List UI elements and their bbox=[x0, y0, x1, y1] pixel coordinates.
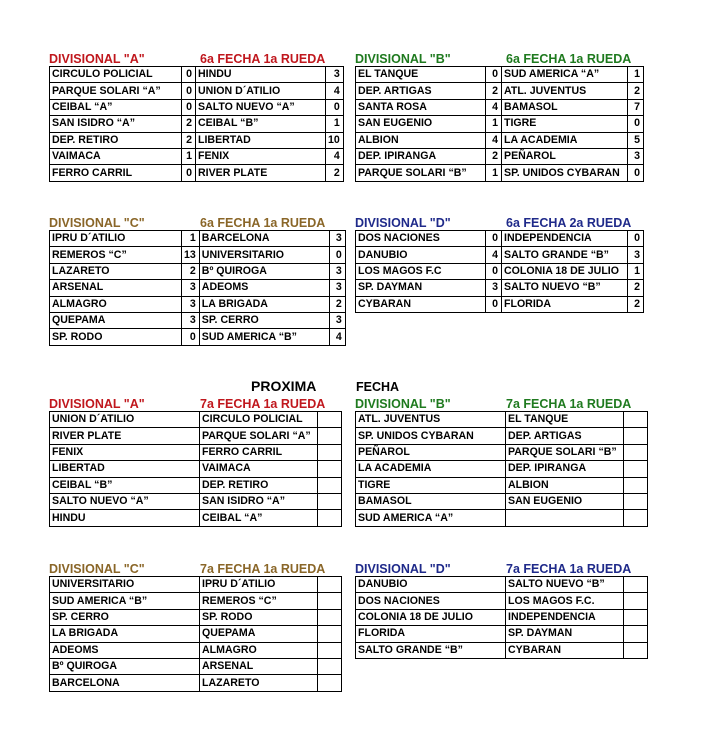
home-score: 0 bbox=[486, 263, 502, 279]
division-title: DIVISIONAL "D" bbox=[355, 562, 451, 576]
home-team: UNION D´ATILIO bbox=[50, 412, 200, 428]
table-row bbox=[50, 428, 342, 444]
table-row bbox=[50, 477, 342, 493]
table-row bbox=[50, 148, 344, 164]
home-team: CYBARAN bbox=[356, 296, 486, 312]
away-score: 7 bbox=[628, 99, 644, 115]
empty-cell bbox=[624, 626, 648, 642]
home-team: LA ACADEMIA bbox=[356, 461, 506, 477]
home-team: CEIBAL “B” bbox=[50, 477, 200, 493]
home-team: DEP. IPIRANGA bbox=[356, 148, 486, 164]
away-team: SALTO NUEVO “B” bbox=[506, 577, 624, 593]
home-team: DOS NACIONES bbox=[356, 231, 486, 247]
home-team: SUD AMERICA “A” bbox=[356, 510, 506, 526]
division-title: DIVISIONAL "C" bbox=[49, 216, 145, 230]
away-team: COLONIA 18 DE JULIO bbox=[502, 263, 628, 279]
away-team: ARSENAL bbox=[200, 658, 318, 674]
home-team: DEP. ARTIGAS bbox=[356, 83, 486, 99]
away-team bbox=[506, 510, 624, 526]
home-team: FENIX bbox=[50, 444, 200, 460]
home-team: CIRCULO POLICIAL bbox=[50, 67, 182, 83]
away-score: 0 bbox=[628, 116, 644, 132]
table-row bbox=[356, 593, 648, 609]
home-team: SAN EUGENIO bbox=[356, 116, 486, 132]
home-score: 0 bbox=[182, 99, 196, 115]
empty-cell bbox=[624, 510, 648, 526]
away-score: 0 bbox=[628, 165, 644, 181]
home-score: 1 bbox=[486, 116, 502, 132]
home-team: ALMAGRO bbox=[50, 296, 182, 312]
home-team: SALTO GRANDE “B” bbox=[356, 642, 506, 658]
home-score: 3 bbox=[182, 312, 200, 328]
home-team: BARCELONA bbox=[50, 675, 200, 691]
empty-cell bbox=[624, 493, 648, 509]
table-row bbox=[50, 296, 346, 312]
away-team: LA BRIGADA bbox=[199, 296, 329, 312]
table-row bbox=[50, 510, 342, 526]
away-team: FENIX bbox=[196, 148, 326, 164]
empty-cell bbox=[624, 577, 648, 593]
empty-cell bbox=[318, 577, 342, 593]
results-table bbox=[355, 66, 644, 182]
home-score: 13 bbox=[182, 247, 200, 263]
table-row bbox=[50, 329, 346, 345]
away-team: RIVER PLATE bbox=[196, 165, 326, 181]
away-score: 1 bbox=[628, 263, 644, 279]
home-team: CEIBAL “A” bbox=[50, 99, 182, 115]
table-row bbox=[356, 626, 648, 642]
home-score: 4 bbox=[486, 247, 502, 263]
empty-cell bbox=[318, 461, 342, 477]
results-table bbox=[355, 230, 644, 313]
away-team: INDEPENDENCIA bbox=[502, 231, 628, 247]
table-row bbox=[50, 132, 344, 148]
home-team: LA BRIGADA bbox=[50, 626, 200, 642]
home-team: DANUBIO bbox=[356, 577, 506, 593]
away-team: FLORIDA bbox=[502, 296, 628, 312]
away-team: TIGRE bbox=[502, 116, 628, 132]
home-team: QUEPAMA bbox=[50, 312, 182, 328]
fecha-title: 7a FECHA 1a RUEDA bbox=[200, 562, 326, 576]
table-row bbox=[50, 658, 342, 674]
away-score: 0 bbox=[329, 247, 345, 263]
table-row bbox=[356, 263, 644, 279]
home-team: UNIVERSITARIO bbox=[50, 577, 200, 593]
fecha-title: 7a FECHA 1a RUEDA bbox=[506, 397, 632, 411]
empty-cell bbox=[624, 461, 648, 477]
table-row bbox=[356, 493, 648, 509]
table-row bbox=[50, 312, 346, 328]
away-team: SAN EUGENIO bbox=[506, 493, 624, 509]
empty-cell bbox=[624, 428, 648, 444]
home-team: SAN ISIDRO “A” bbox=[50, 116, 182, 132]
division-title: DIVISIONAL "A" bbox=[49, 397, 145, 411]
away-team: SALTO NUEVO “B” bbox=[502, 280, 628, 296]
home-score: 0 bbox=[486, 231, 502, 247]
home-team: ADEOMS bbox=[50, 642, 200, 658]
away-team: SALTO GRANDE “B” bbox=[502, 247, 628, 263]
away-score: 3 bbox=[329, 231, 345, 247]
away-team: UNIVERSITARIO bbox=[199, 247, 329, 263]
home-team: SP. CERRO bbox=[50, 609, 200, 625]
table-row bbox=[356, 99, 644, 115]
home-team: VAIMACA bbox=[50, 148, 182, 164]
empty-cell bbox=[624, 444, 648, 460]
table-row bbox=[50, 412, 342, 428]
home-score: 0 bbox=[182, 67, 196, 83]
home-team: EL TANQUE bbox=[356, 67, 486, 83]
away-team: ALBION bbox=[506, 477, 624, 493]
home-score: 2 bbox=[182, 116, 196, 132]
table-row bbox=[356, 609, 648, 625]
away-score: 0 bbox=[628, 231, 644, 247]
empty-cell bbox=[318, 609, 342, 625]
home-score: 0 bbox=[486, 296, 502, 312]
away-score: 2 bbox=[329, 296, 345, 312]
table-row bbox=[50, 165, 344, 181]
away-team: SAN ISIDRO “A” bbox=[200, 493, 318, 509]
table-row bbox=[356, 642, 648, 658]
away-team: CYBARAN bbox=[506, 642, 624, 658]
away-team: Bº QUIROGA bbox=[199, 263, 329, 279]
away-team: LA ACADEMIA bbox=[502, 132, 628, 148]
home-team: REMEROS “C” bbox=[50, 247, 182, 263]
home-team: SALTO NUEVO “A” bbox=[50, 493, 200, 509]
away-team: INDEPENDENCIA bbox=[506, 609, 624, 625]
away-team: ATL. JUVENTUS bbox=[502, 83, 628, 99]
home-team: HINDU bbox=[50, 510, 200, 526]
home-team: COLONIA 18 DE JULIO bbox=[356, 609, 506, 625]
table-row bbox=[50, 67, 344, 83]
division-title: DIVISIONAL "D" bbox=[355, 216, 451, 230]
fecha-title: 6a FECHA 1a RUEDA bbox=[506, 52, 632, 66]
away-team: BARCELONA bbox=[199, 231, 329, 247]
home-team: IPRU D´ATILIO bbox=[50, 231, 182, 247]
empty-cell bbox=[624, 593, 648, 609]
empty-cell bbox=[318, 593, 342, 609]
table-row bbox=[50, 83, 344, 99]
empty-cell bbox=[624, 412, 648, 428]
table-row bbox=[356, 67, 644, 83]
division-title: DIVISIONAL "B" bbox=[355, 52, 451, 66]
home-team: DOS NACIONES bbox=[356, 593, 506, 609]
table-row bbox=[50, 626, 342, 642]
home-team: SP. UNIDOS CYBARAN bbox=[356, 428, 506, 444]
table-row bbox=[50, 642, 342, 658]
results-table bbox=[49, 230, 346, 346]
home-score: 1 bbox=[182, 231, 200, 247]
away-score: 2 bbox=[628, 83, 644, 99]
away-score: 2 bbox=[326, 165, 344, 181]
away-team: CEIBAL “B” bbox=[196, 116, 326, 132]
results-table bbox=[49, 66, 344, 182]
table-row bbox=[50, 263, 346, 279]
away-score: 3 bbox=[628, 247, 644, 263]
away-score: 10 bbox=[326, 132, 344, 148]
away-score: 3 bbox=[329, 280, 345, 296]
empty-cell bbox=[318, 444, 342, 460]
table-row bbox=[50, 577, 342, 593]
away-score: 1 bbox=[326, 116, 344, 132]
away-team: SP. CERRO bbox=[199, 312, 329, 328]
away-team: SUD AMERICA “B” bbox=[199, 329, 329, 345]
home-team: FLORIDA bbox=[356, 626, 506, 642]
home-score: 2 bbox=[182, 263, 200, 279]
away-team: SP. DAYMAN bbox=[506, 626, 624, 642]
table-row bbox=[356, 132, 644, 148]
away-team: LOS MAGOS F.C. bbox=[506, 593, 624, 609]
home-score: 3 bbox=[182, 296, 200, 312]
empty-cell bbox=[318, 642, 342, 658]
away-score: 3 bbox=[329, 312, 345, 328]
empty-cell bbox=[624, 642, 648, 658]
table-row bbox=[50, 231, 346, 247]
away-team: VAIMACA bbox=[200, 461, 318, 477]
away-team: DEP. RETIRO bbox=[200, 477, 318, 493]
fecha-title: 6a FECHA 1a RUEDA bbox=[200, 52, 326, 66]
table-row bbox=[356, 577, 648, 593]
home-team: PARQUE SOLARI “B” bbox=[356, 165, 486, 181]
table-row bbox=[356, 296, 644, 312]
away-team: SP. RODO bbox=[200, 609, 318, 625]
division-title: DIVISIONAL "B" bbox=[355, 397, 451, 411]
home-team: FERRO CARRIL bbox=[50, 165, 182, 181]
away-team: SUD AMERICA “A” bbox=[502, 67, 628, 83]
table-row bbox=[50, 593, 342, 609]
table-row bbox=[50, 280, 346, 296]
empty-cell bbox=[318, 493, 342, 509]
next-title-right: FECHA bbox=[356, 380, 400, 394]
home-team: PARQUE SOLARI “A” bbox=[50, 83, 182, 99]
table-row bbox=[356, 444, 648, 460]
home-team: Bº QUIROGA bbox=[50, 658, 200, 674]
home-team: ATL. JUVENTUS bbox=[356, 412, 506, 428]
empty-cell bbox=[624, 477, 648, 493]
fixtures-table bbox=[355, 411, 648, 527]
home-score: 2 bbox=[486, 148, 502, 164]
home-score: 0 bbox=[182, 165, 196, 181]
away-team: DEP. ARTIGAS bbox=[506, 428, 624, 444]
away-score: 3 bbox=[329, 263, 345, 279]
home-team: ARSENAL bbox=[50, 280, 182, 296]
next-title-left: PROXIMA bbox=[251, 378, 317, 394]
empty-cell bbox=[624, 609, 648, 625]
table-row bbox=[50, 609, 342, 625]
away-score: 2 bbox=[628, 280, 644, 296]
home-team: DANUBIO bbox=[356, 247, 486, 263]
fecha-title: 6a FECHA 1a RUEDA bbox=[200, 216, 326, 230]
home-score: 1 bbox=[182, 148, 196, 164]
away-score: 5 bbox=[628, 132, 644, 148]
home-team: LIBERTAD bbox=[50, 461, 200, 477]
home-score: 1 bbox=[486, 165, 502, 181]
table-row bbox=[50, 461, 342, 477]
away-team: HINDU bbox=[196, 67, 326, 83]
home-score: 4 bbox=[486, 132, 502, 148]
home-team: LAZARETO bbox=[50, 263, 182, 279]
away-team: IPRU D´ATILIO bbox=[200, 577, 318, 593]
home-team: PEÑAROL bbox=[356, 444, 506, 460]
fecha-title: 7a FECHA 1a RUEDA bbox=[200, 397, 326, 411]
away-team: CIRCULO POLICIAL bbox=[200, 412, 318, 428]
table-row bbox=[50, 444, 342, 460]
home-score: 3 bbox=[486, 280, 502, 296]
empty-cell bbox=[318, 626, 342, 642]
away-team: ADEOMS bbox=[199, 280, 329, 296]
away-team: CEIBAL “A” bbox=[200, 510, 318, 526]
table-row bbox=[50, 675, 342, 691]
home-score: 2 bbox=[182, 132, 196, 148]
away-team: BAMASOL bbox=[502, 99, 628, 115]
division-title: DIVISIONAL "C" bbox=[49, 562, 145, 576]
away-score: 1 bbox=[628, 67, 644, 83]
table-row bbox=[356, 280, 644, 296]
home-team: SANTA ROSA bbox=[356, 99, 486, 115]
empty-cell bbox=[318, 510, 342, 526]
table-row bbox=[356, 83, 644, 99]
away-score: 4 bbox=[329, 329, 345, 345]
fecha-title: 6a FECHA 2a RUEDA bbox=[506, 216, 632, 230]
table-row bbox=[356, 428, 648, 444]
away-team: SALTO NUEVO “A” bbox=[196, 99, 326, 115]
home-team: SUD AMERICA “B” bbox=[50, 593, 200, 609]
table-row bbox=[50, 99, 344, 115]
home-score: 0 bbox=[182, 83, 196, 99]
away-team: FERRO CARRIL bbox=[200, 444, 318, 460]
away-score: 4 bbox=[326, 83, 344, 99]
home-team: SP. DAYMAN bbox=[356, 280, 486, 296]
away-team: REMEROS “C” bbox=[200, 593, 318, 609]
fixtures-table bbox=[355, 576, 648, 659]
empty-cell bbox=[318, 428, 342, 444]
home-score: 0 bbox=[486, 67, 502, 83]
away-score: 2 bbox=[628, 296, 644, 312]
away-team: UNION D´ATILIO bbox=[196, 83, 326, 99]
home-team: ALBION bbox=[356, 132, 486, 148]
division-title: DIVISIONAL "A" bbox=[49, 52, 145, 66]
table-row bbox=[356, 231, 644, 247]
home-score: 3 bbox=[182, 280, 200, 296]
away-team: LIBERTAD bbox=[196, 132, 326, 148]
away-score: 4 bbox=[326, 148, 344, 164]
home-score: 0 bbox=[182, 329, 200, 345]
table-row bbox=[50, 493, 342, 509]
home-team: SP. RODO bbox=[50, 329, 182, 345]
empty-cell bbox=[318, 477, 342, 493]
away-team: LAZARETO bbox=[200, 675, 318, 691]
table-row bbox=[50, 116, 344, 132]
home-score: 2 bbox=[486, 83, 502, 99]
fixtures-table bbox=[49, 576, 342, 692]
table-row bbox=[356, 461, 648, 477]
away-team: QUEPAMA bbox=[200, 626, 318, 642]
away-team: EL TANQUE bbox=[506, 412, 624, 428]
away-team: PARQUE SOLARI “B” bbox=[506, 444, 624, 460]
table-row bbox=[356, 477, 648, 493]
home-team: LOS MAGOS F.C bbox=[356, 263, 486, 279]
away-team: PEÑAROL bbox=[502, 148, 628, 164]
away-score: 3 bbox=[628, 148, 644, 164]
fixtures-table bbox=[49, 411, 342, 527]
table-row bbox=[356, 510, 648, 526]
away-team: SP. UNIDOS CYBARAN bbox=[502, 165, 628, 181]
away-team: PARQUE SOLARI “A” bbox=[200, 428, 318, 444]
table-row bbox=[356, 116, 644, 132]
fecha-title: 7a FECHA 1a RUEDA bbox=[506, 562, 632, 576]
away-team: ALMAGRO bbox=[200, 642, 318, 658]
table-row bbox=[356, 247, 644, 263]
table-row bbox=[356, 165, 644, 181]
empty-cell bbox=[318, 412, 342, 428]
empty-cell bbox=[318, 675, 342, 691]
home-team: RIVER PLATE bbox=[50, 428, 200, 444]
table-row bbox=[50, 247, 346, 263]
home-team: BAMASOL bbox=[356, 493, 506, 509]
away-team: DEP. IPIRANGA bbox=[506, 461, 624, 477]
table-row bbox=[356, 412, 648, 428]
table-row bbox=[356, 148, 644, 164]
home-team: DEP. RETIRO bbox=[50, 132, 182, 148]
empty-cell bbox=[318, 658, 342, 674]
home-score: 4 bbox=[486, 99, 502, 115]
away-score: 3 bbox=[326, 67, 344, 83]
home-team: TIGRE bbox=[356, 477, 506, 493]
away-score: 0 bbox=[326, 99, 344, 115]
